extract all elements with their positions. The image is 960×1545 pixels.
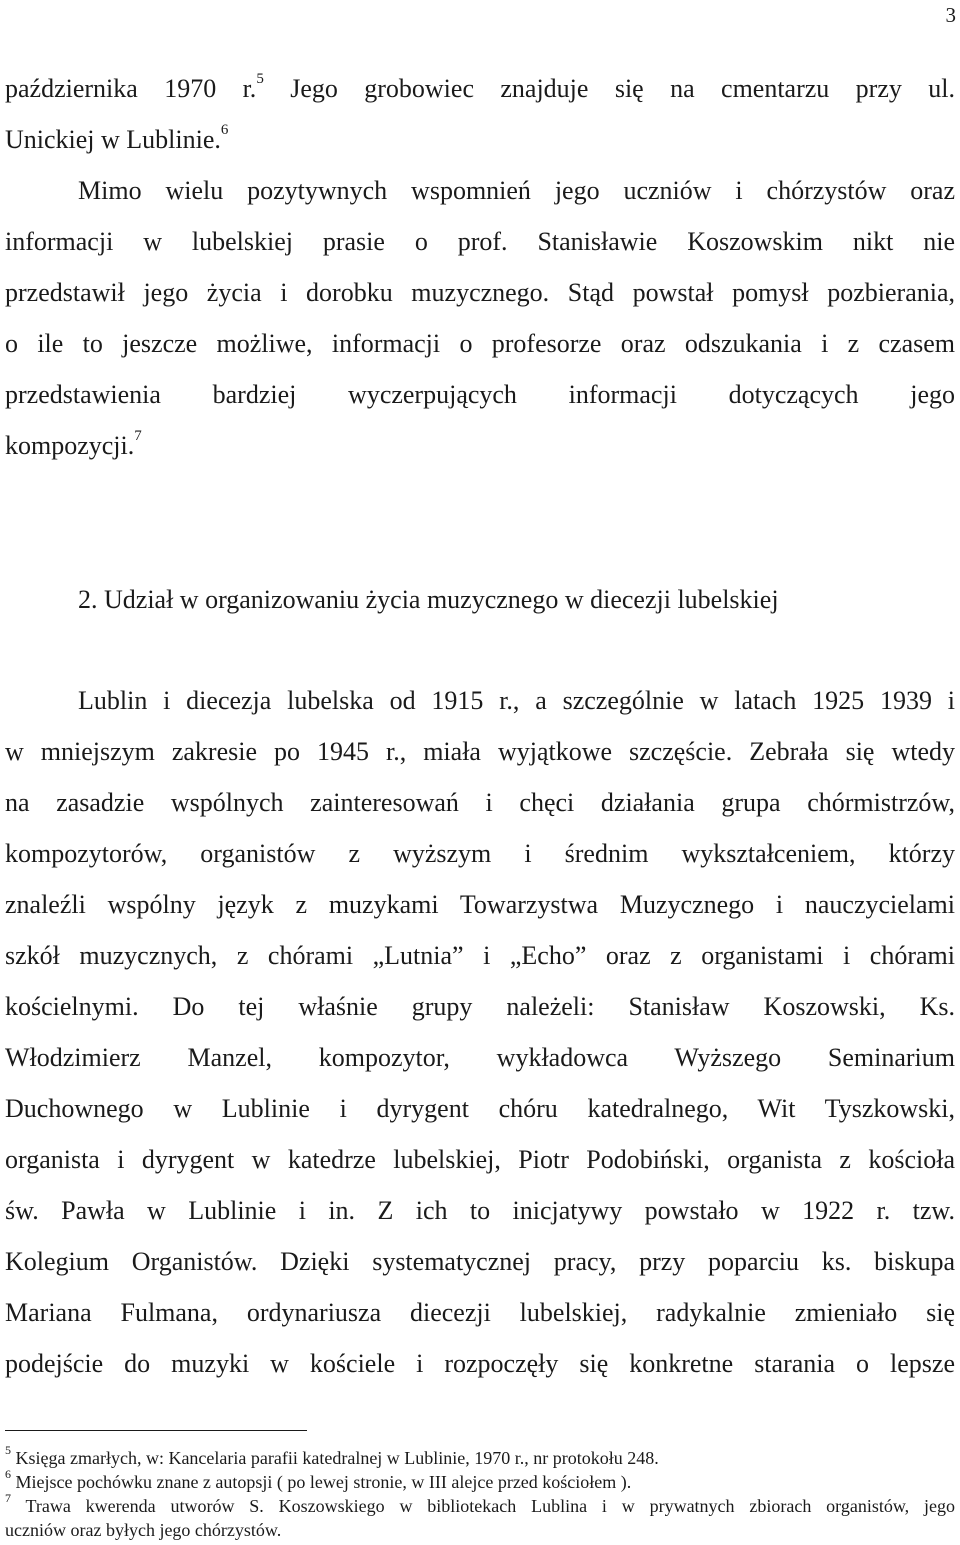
footnote-divider [5,1430,307,1431]
paragraph-line: o ile to jeszcze możliwe, informacji o profesorze oraz odszukania i z czasem [5,329,955,358]
footnote-number: 5 [5,1443,11,1457]
paragraph-line [5,123,955,157]
paragraph-line: szkół muzycznych, z chórami „Lutnia” i „Echo” oraz z organistami i chórami [5,941,955,970]
paragraph-line: kościelnymi. Do tej właśnie grupy należeli: Stanisław Koszowski, Ks. [5,992,955,1021]
paragraph-line: Lublin i diecezja lubelska od 1915 r., a szczególnie w latach 1925 1939 i [78,686,955,715]
paragraph-line: Kolegium Organistów. Dzięki systematycznej pracy, przy poparciu ks. biskupa [5,1247,955,1276]
section-heading: 2. Udział w organizowaniu życia muzycznego w diecezji lubelskiej [78,585,779,614]
paragraph-line: organista i dyrygent w katedrze lubelskiej, Piotr Podobiński, organista z kościoła [5,1145,955,1174]
footnote [5,1443,955,1469]
footnote [5,1519,955,1541]
paragraph-line [5,72,955,106]
footnote-text: Trawa kwerenda utworów S. Koszowskiego w bibliotekach Lublina i w prywatnych zbiorach organistów, jego [11,1496,955,1516]
text-span: kompozycji. [5,431,135,460]
paragraph-line: przedstawił jego życia i dorobku muzycznego. Stąd powstał pomysł pozbierania, [5,278,955,307]
text-span: października 1970 r. [5,74,257,103]
text-span: Jego grobowiec znajduje się na cmentarzu przy ul. [263,74,955,103]
paragraph-line: św. Pawła w Lublinie i in. Z ich to inicjatywy powstało w 1922 r. tzw. [5,1196,955,1225]
paragraph-line: kompozytorów, organistów z wyższym i średnim wykształceniem, którzy [5,839,955,868]
footnote-text: uczniów oraz byłych jego chórzystów. [5,1520,282,1540]
footnote [5,1467,955,1493]
paragraph-line: podejście do muzyki w kościele i rozpoczęły się konkretne starania o lepsze [5,1349,955,1378]
footnote-number: 7 [5,1491,11,1505]
paragraph-line: w mniejszym zakresie po 1945 r., miała wyjątkowe szczęście. Zebrała się wtedy [5,737,955,766]
paragraph-line: znaleźli wspólny język z muzykami Towarzystwa Muzycznego i nauczycielami [5,890,955,919]
paragraph-line: przedstawienia bardziej wyczerpujących informacji dotyczących jego [5,380,955,409]
footnote-text: Miejsce pochówku znane z autopsji ( po lewej stronie, w III alejce przed kościołem ). [11,1472,632,1492]
paragraph-line: Mimo wielu pozytywnych wspomnień jego uczniów i chórzystów oraz [78,176,955,205]
footnote [5,1491,955,1517]
footnote-ref-6[interactable]: 6 [220,122,229,139]
page-number: 3 [945,3,956,27]
text-span: Unickiej w Lublinie. [5,125,221,154]
paragraph-line: informacji w lubelskiej prasie o prof. Stanisławie Koszowskim nikt nie [5,227,955,256]
paragraph-line: Włodzimierz Manzel, kompozytor, wykładowca Wyższego Seminarium [5,1043,955,1072]
paragraph-line [5,429,955,463]
footnote-ref-7[interactable]: 7 [134,428,142,445]
paragraph-line: na zasadzie wspólnych zainteresowań i chęci działania grupa chórmistrzów, [5,788,955,817]
paragraph-line: Mariana Fulmana, ordynariusza diecezji lubelskiej, radykalnie zmieniało się [5,1298,955,1327]
footnote-ref-5[interactable]: 5 [256,71,264,88]
footnote-text: Księga zmarłych, w: Kancelaria parafii katedralnej w Lublinie, 1970 r., nr protokołu 248. [11,1448,659,1468]
paragraph-line: Duchownego w Lublinie i dyrygent chóru katedralnego, Wit Tyszkowski, [5,1094,955,1123]
footnote-number: 6 [5,1467,11,1481]
